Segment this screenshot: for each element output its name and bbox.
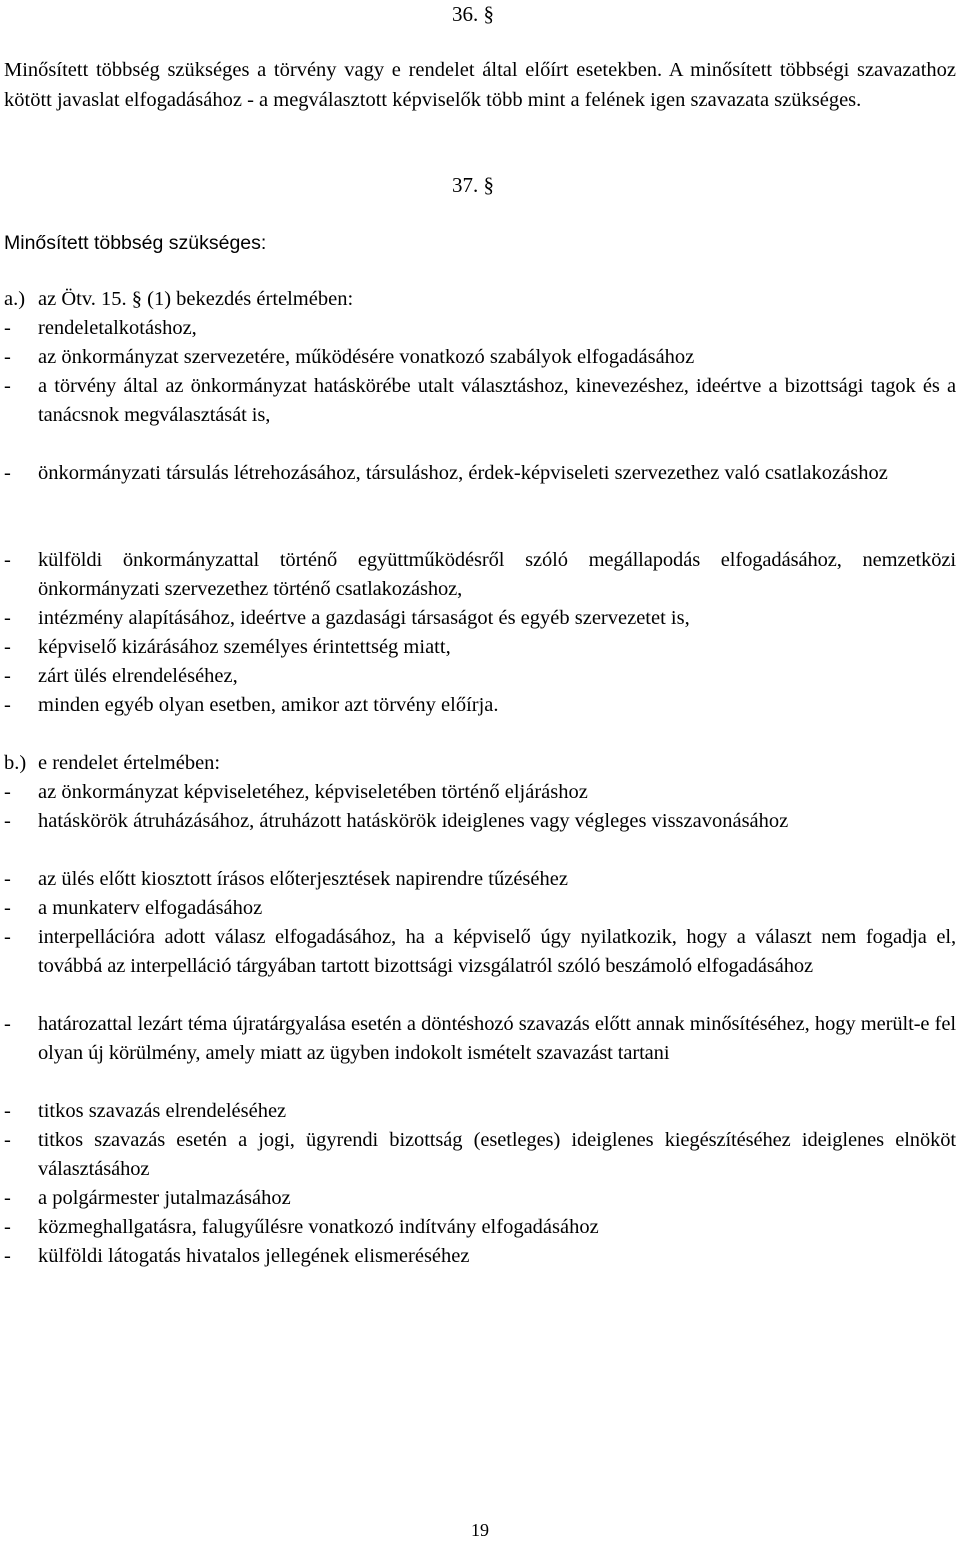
list-dash: -	[4, 346, 11, 368]
list-item	[4, 314, 956, 343]
list-dash: -	[4, 1129, 11, 1151]
list-item	[4, 459, 956, 488]
list-item-text: a munkaterv elfogadásához	[38, 897, 263, 919]
list-dash: -	[4, 317, 11, 339]
list-item	[4, 923, 956, 981]
list-item-text: az ülés előtt kiosztott írásos előterjesztések napirendre tűzéséhez	[38, 868, 568, 890]
list-dash: -	[4, 810, 11, 832]
list-dash: -	[4, 1013, 11, 1035]
list-item-text: az önkormányzat képviseletéhez, képviseletében történő eljáráshoz	[38, 781, 588, 803]
list-item-text: titkos szavazás elrendeléséhez	[38, 1100, 287, 1122]
list-dash: -	[4, 607, 11, 629]
list-item-text: képviselő kizárásához személyes érintettség miatt,	[38, 636, 451, 658]
list-item	[4, 1242, 956, 1271]
list-dash: -	[4, 926, 11, 948]
list-dash: -	[4, 868, 11, 890]
list-dash: -	[4, 897, 11, 919]
list-item	[4, 372, 956, 430]
list-item-text: a polgármester jutalmazásához	[38, 1187, 291, 1209]
list-dash: -	[4, 1100, 11, 1122]
list-dash: -	[4, 1245, 11, 1267]
list-item	[4, 604, 956, 633]
list-item-text: rendeletalkotáshoz,	[38, 317, 197, 339]
part-a-label: az Ötv. 15. § (1) bekezdés értelmében:	[38, 288, 354, 310]
list-item-text: az önkormányzat szervezetére, működésére vonatkozó szabályok elfogadásához	[38, 346, 695, 368]
list-item	[4, 546, 956, 604]
list-dash: -	[4, 781, 11, 803]
list-item	[4, 894, 956, 923]
list-item-text: titkos szavazás esetén a jogi, ügyrendi bizottság (esetleges) ideiglenes kiegészítéséhez ideiglenes elnököt választásához	[38, 1129, 956, 1180]
page-number: 19	[471, 1520, 489, 1540]
list-item	[4, 343, 956, 372]
list-item-text: határozattal lezárt téma újratárgyalása esetén a döntéshozó szavazás előtt annak minősítéséhez, hogy merült-e fel olyan új körülmény, amely miatt az ügyben indokolt ismételt szavazást tartani	[38, 1013, 956, 1064]
list-dash: -	[4, 1187, 11, 1209]
section-36-number: 36. §	[452, 2, 494, 26]
list-dash: -	[4, 549, 11, 571]
list-item	[4, 1010, 956, 1068]
list-item	[4, 1213, 956, 1242]
list-dash: -	[4, 694, 11, 716]
section-37-heading: Minősített többség szükséges:	[4, 232, 267, 254]
list-item-text: külföldi látogatás hivatalos jellegének elismeréséhez	[38, 1245, 470, 1267]
list-dash: -	[4, 375, 11, 397]
section-37-number: 37. §	[452, 173, 494, 197]
part-b-label: e rendelet értelmében:	[38, 752, 221, 774]
list-dash: -	[4, 462, 11, 484]
list-item-text: közmeghallgatásra, falugyűlésre vonatkozó indítvány elfogadásához	[38, 1216, 599, 1238]
intro-paragraph: Minősített többség szükséges a törvény vagy e rendelet által előírt esetekben. A minősített többségi szavazathoz kötött javaslat elfogadásához - a megválasztott képviselők több mint a felének igen szavazata szükséges.	[4, 59, 956, 111]
list-dash: -	[4, 665, 11, 687]
list-item	[4, 633, 956, 662]
part-a-marker: a.)	[4, 288, 26, 310]
list-item-text: intézmény alapításához, ideértve a gazdasági társaságot és egyéb szervezetet is,	[38, 607, 690, 629]
list-item	[4, 807, 956, 836]
list-item-text: a törvény által az önkormányzat hatáskörébe utalt választáshoz, kinevezéshez, ideértve a bizottsági tagok és a tanácsnok megválasztását is,	[38, 375, 956, 426]
list-item	[4, 691, 956, 720]
list-item	[4, 1097, 956, 1126]
list-item-text: minden egyéb olyan esetben, amikor azt törvény előírja.	[38, 694, 499, 716]
list-item-text: külföldi önkormányzattal történő együttműködésről szóló megállapodás elfogadásához, nemzetközi önkormányzati szervezethez történő csatlakozáshoz,	[38, 549, 956, 600]
list-item-text: önkormányzati társulás létrehozásához, társuláshoz, érdek-képviseleti szervezethez való csatlakozáshoz	[38, 462, 888, 484]
list-dash: -	[4, 1216, 11, 1238]
list-item	[4, 662, 956, 691]
list-item	[4, 1126, 956, 1184]
list-item	[4, 1184, 956, 1213]
list-item-text: interpellációra adott válasz elfogadásához, ha a képviselő úgy nyilatkozik, hogy a választ nem fogadja el, továbbá az interpelláció tárgyában tartott bizottsági vizsgálatról szóló beszámoló elfogadásához	[38, 926, 956, 977]
list-item	[4, 778, 956, 807]
list-item-text: zárt ülés elrendeléséhez,	[38, 665, 238, 687]
list-item	[4, 865, 956, 894]
list-dash: -	[4, 636, 11, 658]
list-item-text: hatáskörök átruházásához, átruházott hatáskörök ideiglenes vagy végleges visszavonásához	[38, 810, 789, 832]
part-b-marker: b.)	[4, 752, 27, 774]
